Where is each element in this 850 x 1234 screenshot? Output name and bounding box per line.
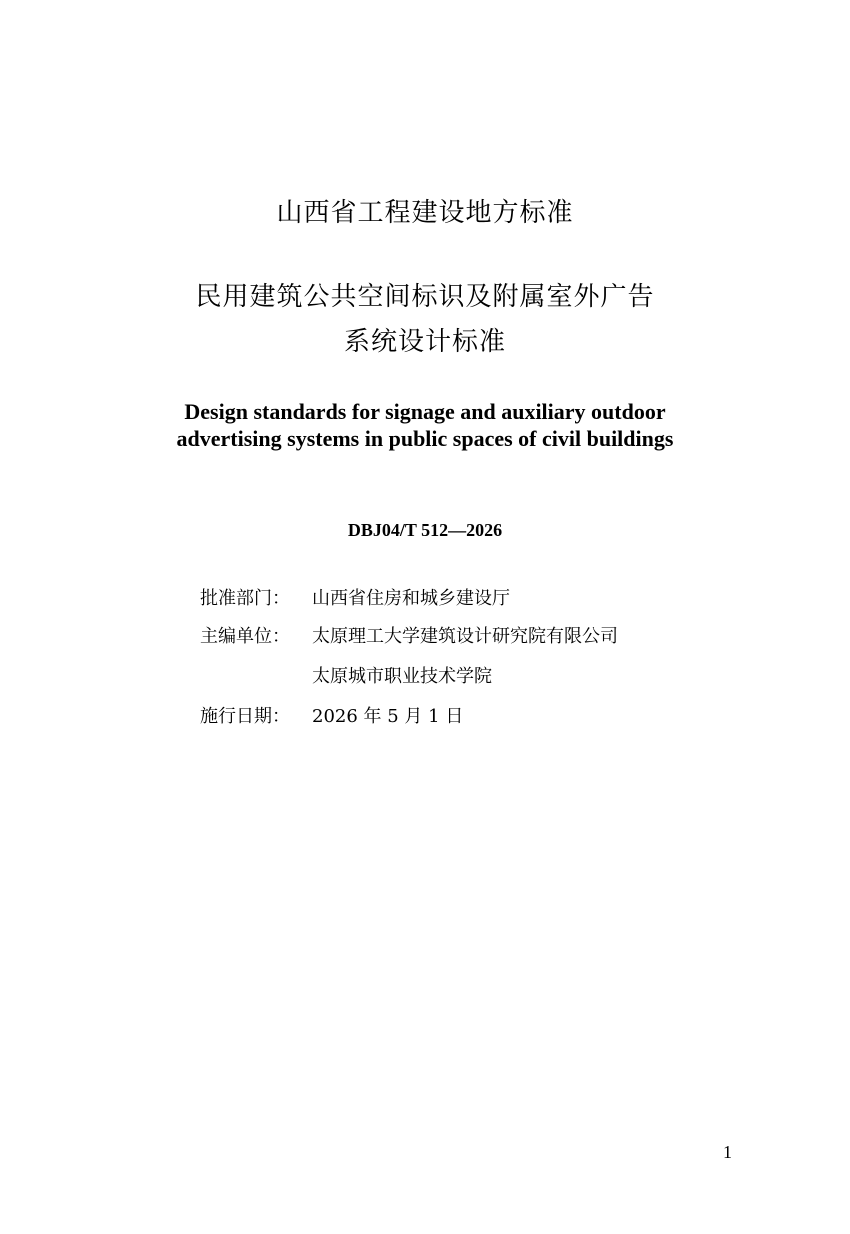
- series-title: 山西省工程建设地方标准: [276, 198, 574, 228]
- editor-label: 主编单位：: [200, 626, 290, 647]
- chinese-title-line-2: 系统设计标准: [343, 327, 506, 357]
- editor-value-2: 太原城市职业技术学院: [312, 666, 492, 687]
- english-title-line-1: Design standards for signage and auxiliary outdoor: [184, 399, 666, 424]
- effective-date-row: [200, 704, 463, 730]
- effective-date-label: 施行日期：: [200, 706, 290, 727]
- editor-row-continued: [200, 664, 492, 690]
- standard-code: DBJ04/T 512—2026: [347, 520, 503, 540]
- effective-date-value: 2026 年 5 月 1 日: [312, 706, 464, 727]
- approval-row: [200, 586, 510, 612]
- approval-value: 山西省住房和城乡建设厅: [312, 588, 510, 609]
- page-number: 1: [723, 1142, 732, 1162]
- approval-label: 批准部门：: [200, 588, 290, 609]
- editor-value-1: 太原理工大学建筑设计研究院有限公司: [312, 626, 618, 647]
- chinese-title-line-1: 民用建筑公共空间标识及附属室外广告: [195, 282, 655, 312]
- editor-row: [200, 624, 618, 650]
- english-title-line-2: advertising systems in public spaces of civil buildings: [176, 426, 674, 451]
